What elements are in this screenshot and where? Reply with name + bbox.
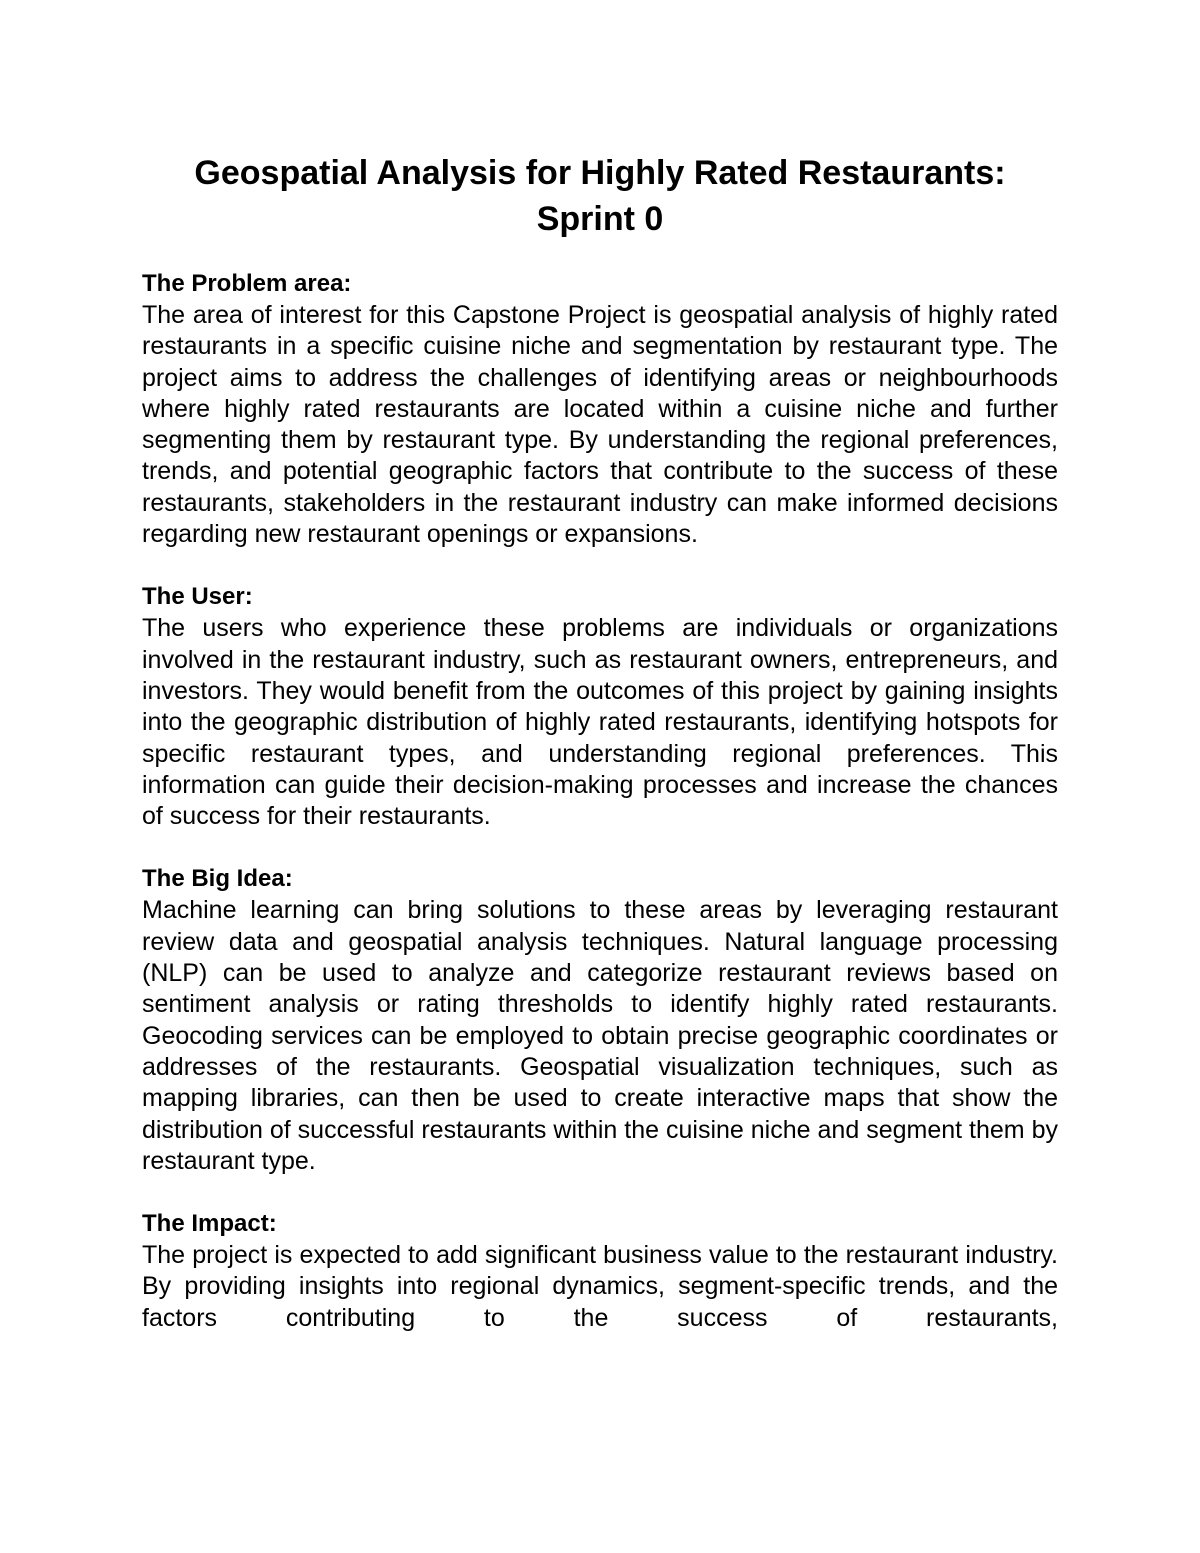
section-paragraph: Machine learning can bring solutions to these areas by leveraging restaurant review data and geospatial analysis techniques. Natural language processing (NLP) can be used to analyze and categorize restaurant reviews based on sentiment analysis or rating thresholds to identify highly rated restaurants. Geocoding services can be employed to obtain precise geographic coordinates or addresses of the restaurants. Geospatial visualization techniques, such as mapping libraries, can then be used to create interactive maps that show the distribution of successful restaurants within the cuisine niche and segment them by restaurant type.: [142, 896, 1058, 1175]
section-problem-area: [142, 268, 1058, 550]
section-paragraph: The users who experience these problems are individuals or organizations involved in the restaurant industry, such as restaurant owners, entrepreneurs, and investors. They would benefit from the outcomes of this project by gaining insights into the geographic distribution of highly rated restaurants, identifying hotspots for specific restaurant types, and understanding regional preferences. This information can guide their decision-making processes and increase the chances of success for their restaurants.: [142, 614, 1058, 831]
section-impact: [142, 1208, 1058, 1334]
page-title: [140, 150, 1060, 242]
title-line-1: Geospatial Analysis for Highly Rated Restaurants:: [194, 154, 1006, 192]
section-heading: The User:: [142, 583, 253, 611]
section-heading: The Impact:: [142, 1210, 277, 1238]
section-user: [142, 581, 1058, 832]
section-paragraph: The project is expected to add significant business value to the restaurant industry. By providing insights into regional dynamics, segment-specific trends, and the factors contributing to the success of restaurants,: [142, 1241, 1058, 1332]
section-big-idea: [142, 863, 1058, 1177]
section-paragraph: The area of interest for this Capstone Project is geospatial analysis of highly rated restaurants in a specific cuisine niche and segmentation by restaurant type. The project aims to address the challenges of identifying areas or neighbourhoods where highly rated restaurants are located within a cuisine niche and further segmenting them by restaurant type. By understanding the regional preferences, trends, and potential geographic factors that contribute to the success of these restaurants, stakeholders in the restaurant industry can make informed decisions regarding new restaurant openings or expansions.: [142, 301, 1058, 549]
section-heading: The Problem area:: [142, 270, 352, 297]
title-line-2: Sprint 0: [536, 200, 664, 238]
document-body: [142, 268, 1058, 1365]
section-heading: The Big Idea:: [142, 865, 293, 893]
